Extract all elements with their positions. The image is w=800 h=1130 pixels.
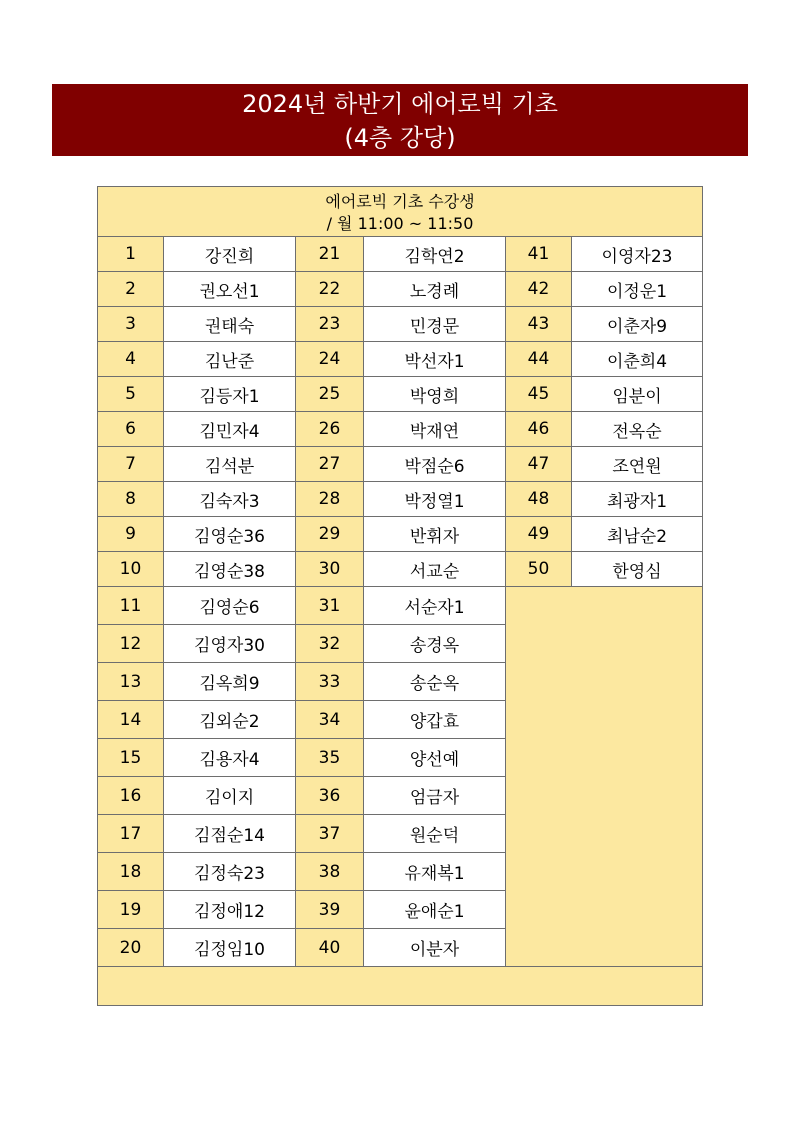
table-header [98, 187, 703, 237]
student-number: 39 [296, 891, 364, 929]
student-number: 24 [296, 342, 364, 377]
student-number: 16 [98, 777, 164, 815]
student-number: 50 [506, 552, 572, 587]
table-row [98, 237, 703, 272]
student-name: 한영심 [572, 552, 703, 587]
student-name: 이춘자9 [572, 307, 703, 342]
student-number: 3 [98, 307, 164, 342]
title-banner [52, 84, 748, 156]
student-name: 김영순6 [164, 587, 296, 625]
student-name: 김옥희9 [164, 663, 296, 701]
table-footer-row [98, 967, 703, 1006]
student-name: 김석분 [164, 447, 296, 482]
student-number: 43 [506, 307, 572, 342]
table-row [98, 272, 703, 307]
student-number: 9 [98, 517, 164, 552]
table-row [98, 552, 703, 587]
student-number: 47 [506, 447, 572, 482]
student-number: 22 [296, 272, 364, 307]
student-name: 박선자1 [364, 342, 506, 377]
student-name: 권태숙 [164, 307, 296, 342]
student-number: 34 [296, 701, 364, 739]
student-name: 송경옥 [364, 625, 506, 663]
student-number: 19 [98, 891, 164, 929]
title-line-2: (4층 강당) [344, 124, 456, 152]
student-number: 12 [98, 625, 164, 663]
student-number: 10 [98, 552, 164, 587]
student-number: 8 [98, 482, 164, 517]
student-number: 32 [296, 625, 364, 663]
student-name: 송순옥 [364, 663, 506, 701]
student-number: 11 [98, 587, 164, 625]
student-name: 김정숙23 [164, 853, 296, 891]
student-name: 이영자23 [572, 237, 703, 272]
student-number: 14 [98, 701, 164, 739]
student-name: 최남순2 [572, 517, 703, 552]
student-name: 김정애12 [164, 891, 296, 929]
student-number: 6 [98, 412, 164, 447]
student-name: 박영희 [364, 377, 506, 412]
student-number: 36 [296, 777, 364, 815]
student-number: 29 [296, 517, 364, 552]
student-name: 서순자1 [364, 587, 506, 625]
student-number: 30 [296, 552, 364, 587]
empty-area [506, 587, 703, 967]
table-row [98, 377, 703, 412]
student-number: 21 [296, 237, 364, 272]
table-header-class: 에어로빅 기초 수강생 [325, 191, 475, 211]
student-name: 반휘자 [364, 517, 506, 552]
student-name: 박정열1 [364, 482, 506, 517]
student-name: 민경문 [364, 307, 506, 342]
student-name: 박재연 [364, 412, 506, 447]
table-row [98, 307, 703, 342]
table-row [98, 412, 703, 447]
student-name: 유재복1 [364, 853, 506, 891]
student-number: 2 [98, 272, 164, 307]
student-name: 김정임10 [164, 929, 296, 967]
student-name: 김점순14 [164, 815, 296, 853]
student-number: 40 [296, 929, 364, 967]
student-number: 7 [98, 447, 164, 482]
student-number: 4 [98, 342, 164, 377]
student-number: 38 [296, 853, 364, 891]
student-name: 김용자4 [164, 739, 296, 777]
student-name: 이정운1 [572, 272, 703, 307]
student-name: 이춘희4 [572, 342, 703, 377]
table-footer [98, 967, 703, 1006]
student-number: 13 [98, 663, 164, 701]
student-name: 최광자1 [572, 482, 703, 517]
student-number: 28 [296, 482, 364, 517]
table-header-schedule: / 월 11:00 ~ 11:50 [326, 213, 474, 233]
student-name: 김숙자3 [164, 482, 296, 517]
student-name: 임분이 [572, 377, 703, 412]
student-name: 김민자4 [164, 412, 296, 447]
student-name: 박점순6 [364, 447, 506, 482]
student-name: 노경례 [364, 272, 506, 307]
table-row [98, 517, 703, 552]
student-number: 17 [98, 815, 164, 853]
student-name: 김난준 [164, 342, 296, 377]
student-name: 서교순 [364, 552, 506, 587]
student-name: 김영순36 [164, 517, 296, 552]
student-number: 31 [296, 587, 364, 625]
student-number: 23 [296, 307, 364, 342]
student-number: 42 [506, 272, 572, 307]
student-name: 권오선1 [164, 272, 296, 307]
student-name: 김이지 [164, 777, 296, 815]
student-number: 49 [506, 517, 572, 552]
table-row [98, 342, 703, 377]
student-name: 윤애순1 [364, 891, 506, 929]
student-roster-table [97, 186, 703, 1006]
student-number: 44 [506, 342, 572, 377]
student-name: 김등자1 [164, 377, 296, 412]
student-name: 김영자30 [164, 625, 296, 663]
student-number: 5 [98, 377, 164, 412]
student-number: 15 [98, 739, 164, 777]
student-number: 26 [296, 412, 364, 447]
title-line-1: 2024년 하반기 에어로빅 기초 [242, 90, 558, 118]
student-name: 강진희 [164, 237, 296, 272]
student-name: 전옥순 [572, 412, 703, 447]
table-row [98, 447, 703, 482]
student-number: 20 [98, 929, 164, 967]
student-name: 원순덕 [364, 815, 506, 853]
student-number: 27 [296, 447, 364, 482]
student-name: 김학연2 [364, 237, 506, 272]
table-row [98, 587, 703, 625]
student-name: 김영순38 [164, 552, 296, 587]
student-number: 45 [506, 377, 572, 412]
student-number: 48 [506, 482, 572, 517]
student-number: 25 [296, 377, 364, 412]
student-name: 김외순2 [164, 701, 296, 739]
table-row [98, 482, 703, 517]
student-number: 37 [296, 815, 364, 853]
student-name: 조연원 [572, 447, 703, 482]
student-number: 35 [296, 739, 364, 777]
student-number: 1 [98, 237, 164, 272]
student-name: 양갑효 [364, 701, 506, 739]
student-name: 양선예 [364, 739, 506, 777]
student-number: 33 [296, 663, 364, 701]
student-name: 엄금자 [364, 777, 506, 815]
student-name: 이분자 [364, 929, 506, 967]
student-number: 46 [506, 412, 572, 447]
student-number: 18 [98, 853, 164, 891]
student-number: 41 [506, 237, 572, 272]
